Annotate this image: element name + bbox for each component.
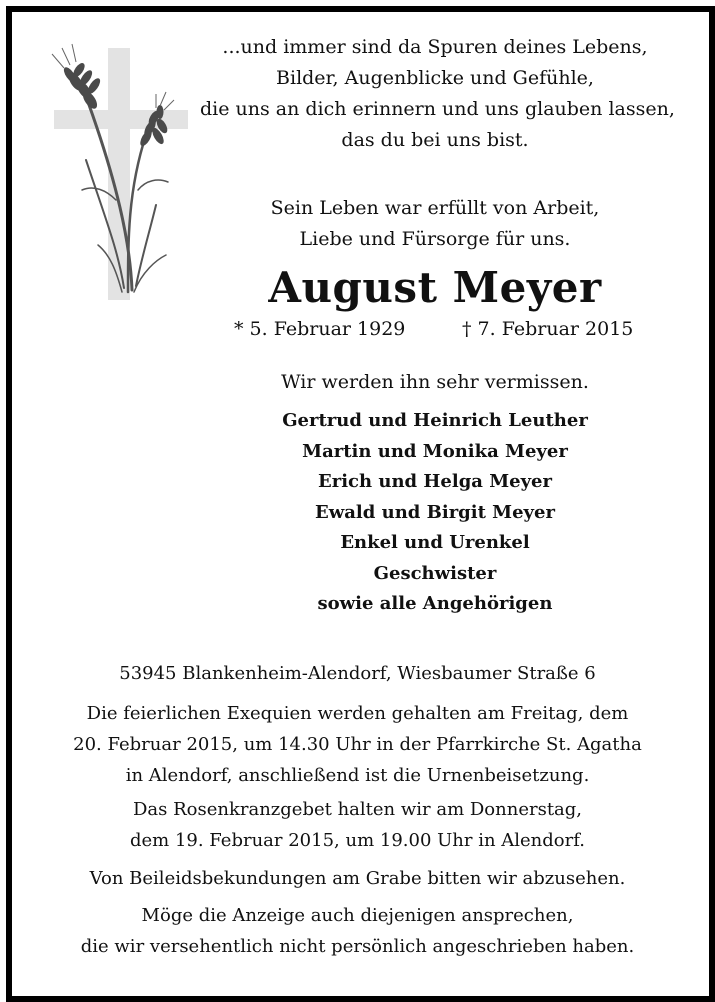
closing-note: [20, 900, 695, 962]
mourner-entry: Martin und Monika Meyer: [302, 440, 568, 462]
tribute-line: Liebe und Fürsorge für uns.: [299, 228, 571, 250]
service-line: Die feierlichen Exequien werden gehalten am Freitag, dem: [86, 703, 629, 724]
mourner-entry: Ewald und Birgit Meyer: [315, 501, 555, 523]
tribute-line: Sein Leben war erfüllt von Arbeit,: [270, 197, 600, 219]
mourner-entry: sowie alle Angehörigen: [317, 593, 553, 614]
missing-statement: Wir werden ihn sehr vermissen.: [281, 371, 589, 393]
mourner-entry: Erich und Helga Meyer: [318, 471, 552, 492]
service-line: in Alendorf, anschließend ist die Urnenbeisetzung.: [125, 765, 590, 786]
poem-line: das du bei uns bist.: [341, 129, 529, 151]
birth-date: * 5. Februar 1929: [234, 318, 406, 340]
rosary-line: Das Rosenkranzgebet halten wir am Donnerstag,: [132, 799, 583, 820]
tribute-text: [200, 193, 670, 255]
rosary-line: dem 19. Februar 2015, um 19.00 Uhr in Alendorf.: [129, 830, 585, 851]
rosary-prayer-info: [20, 794, 695, 856]
mourner-entry: Geschwister: [373, 562, 497, 584]
poem-line: ...und immer sind da Spuren deines Lebens,: [222, 36, 648, 58]
death-date: † 7. Februar 2015: [462, 318, 634, 340]
service-line: 20. Februar 2015, um 14.30 Uhr in der Pfarrkirche St. Agatha: [73, 734, 642, 755]
closing-line: die wir versehentlich nicht persönlich angeschrieben haben.: [80, 936, 635, 957]
condolences-note: Von Beileidsbekundungen am Grabe bitten wir abzusehen.: [89, 868, 626, 889]
mourner-entry: Enkel und Urenkel: [340, 532, 530, 553]
poem-verse: [200, 32, 675, 156]
deceased-name: August Meyer: [268, 263, 602, 312]
closing-line: Möge die Anzeige auch diejenigen ansprechen,: [141, 905, 574, 926]
poem-line: die uns an dich erinnern und uns glauben lassen,: [200, 98, 675, 120]
cross-with-wheat-icon: [46, 40, 196, 310]
funeral-service-info: [20, 698, 695, 791]
poem-line: Bilder, Augenblicke und Gefühle,: [276, 67, 594, 89]
family-address: 53945 Blankenheim-Alendorf, Wiesbaumer Straße 6: [119, 663, 596, 684]
mourner-entry: Gertrud und Heinrich Leuther: [282, 410, 588, 431]
mourners-list: [200, 406, 670, 620]
